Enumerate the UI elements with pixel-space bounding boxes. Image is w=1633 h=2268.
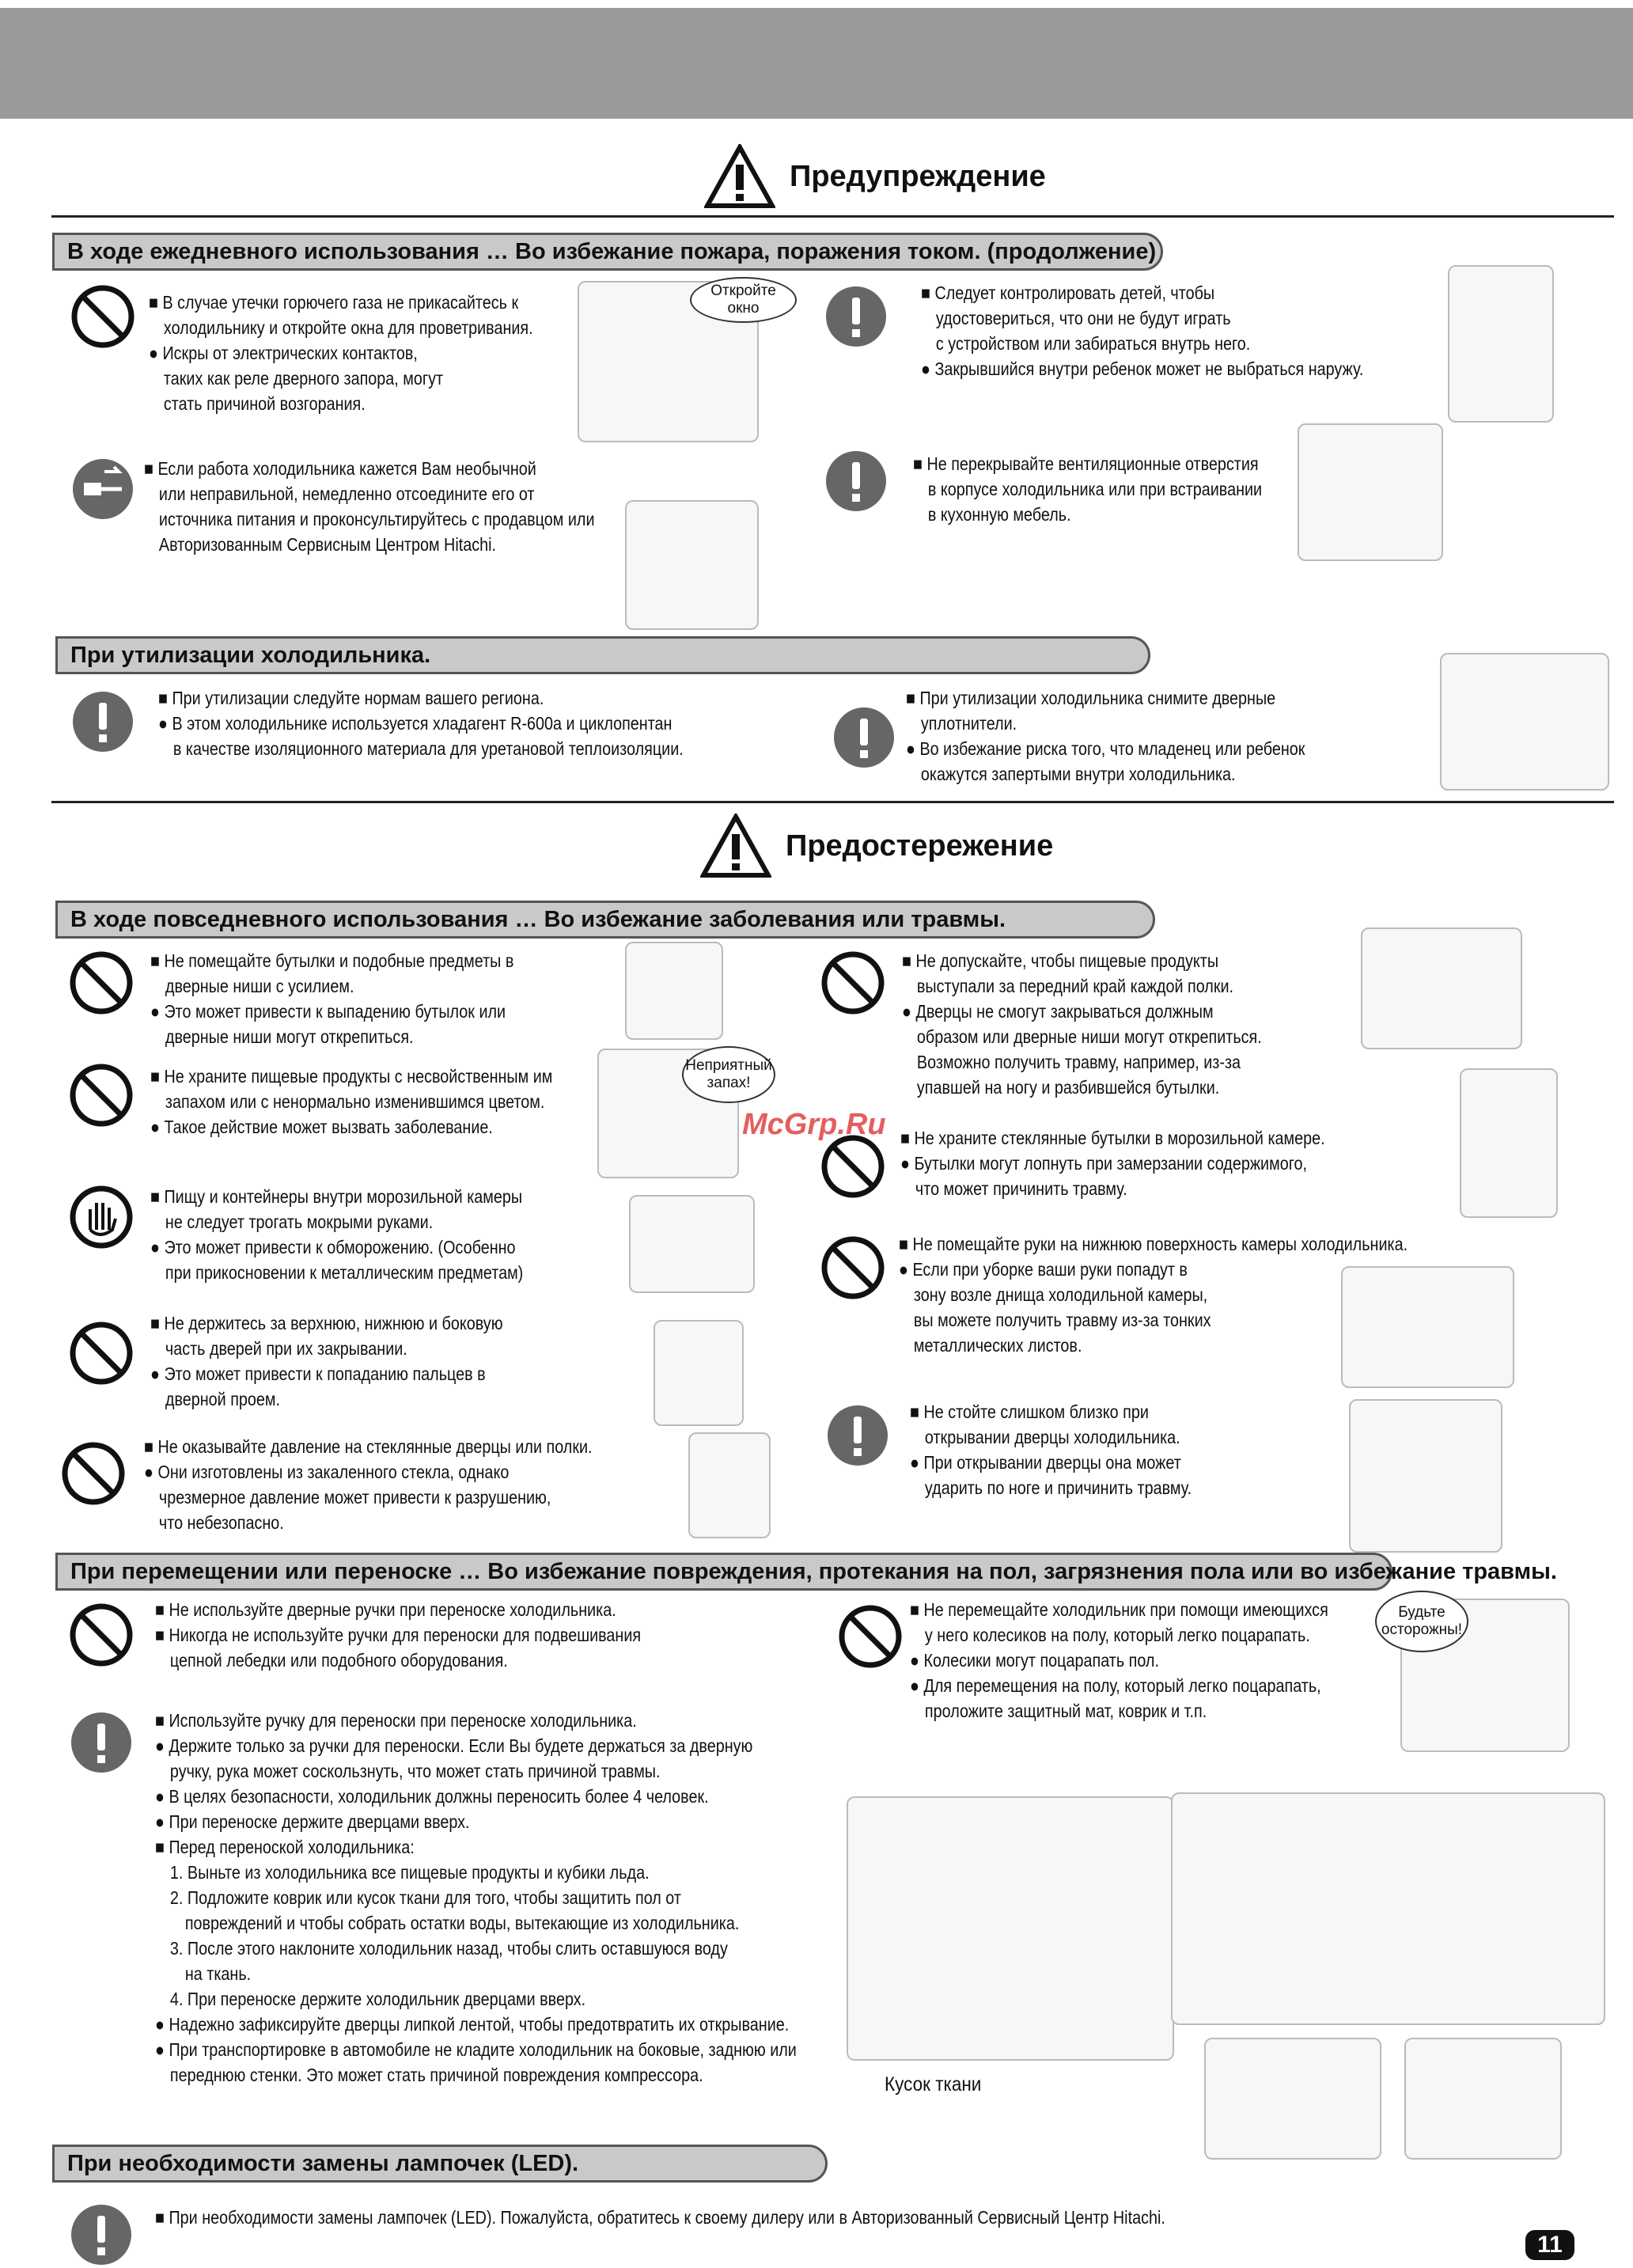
d2-text: ■ При утилизации холодильника снимите дверные уплотнители. ● Во избежание риска того, что младенец или ребенок окажутся запертыми внутри холодильника. (906, 688, 1305, 784)
warning-triangle-icon (700, 814, 771, 878)
tilted-fridge-illustration (847, 1796, 1174, 2061)
prohibition-icon (68, 1062, 135, 1128)
cloth-label: Кусок ткани (885, 2073, 982, 2095)
plug-illustration (625, 500, 759, 630)
m1-text: ■ Не используйте дверные ручки при переноске холодильника. ■ Никогда не используйте ручки для переноски для подвешивания цепной лебедки или подобного оборудования. (155, 1599, 642, 1671)
w1-text: ■ В случае утечки горючего газа не прикасайтесь к холодильнику и откройте окна для проветривания. ● Искры от электрических контактов, таких как реле дверного запора, могут стать причиной возгорания. (149, 292, 533, 414)
divider (51, 215, 1614, 218)
prohibition-icon (837, 1603, 904, 1670)
warning-title: Предупреждение (790, 159, 1046, 193)
open-window-bubble: Откройте окно (690, 277, 797, 323)
freezer-illustration (629, 1195, 755, 1293)
warning-heading (704, 144, 1046, 209)
section-daily-warning: В ходе ежедневного использования … Во избежание пожара, поражения током. (продолжение) (52, 233, 1163, 271)
caution-title: Предостережение (786, 829, 1054, 863)
c3-text: ■ Пищу и контейнеры внутри морозильной камеры не следует трогать мокрыми руками. ● Это может привести к обморожению. (Особенно при прикосновении к металлическим предметам) (150, 1186, 524, 1283)
d1-text: ■ При утилизации следуйте нормам вашего региона. ● В этом холодильнике используется хладагент R-600a и циклопентан в качестве изоляционного материала для уретановой теплоизоляции. (158, 688, 684, 759)
freezer-bottles-illustration (1460, 1068, 1558, 1218)
section-led: При необходимости замены лампочек (LED). (52, 2145, 828, 2183)
child-in-fridge-illustration (1448, 265, 1554, 423)
section-moving: При перемещении или переноске … Во избежание повреждения, протекания на пол, загрязнения пола или во избежание травмы. (55, 1553, 1392, 1591)
c2-text: ■ Не храните пищевые продукты с несвойственным им запахом или с ненормально изменившимся цветом. ● Такое действие может вызвать заболевание. (150, 1066, 553, 1137)
ventilation-illustration (1298, 423, 1443, 561)
mandatory-icon (831, 704, 897, 771)
c1-text: ■ Не помещайте бутылки и подобные предметы в дверные ниши с усилием. ● Это может привести к выпадению бутылок или дверные ниши могут открепиться. (150, 950, 514, 1047)
led-text: ■ При необходимости замены лампочек (LED). Пожалуйста, обратитесь к своему дилеру или в Авторизованный Сервисный Центр Hitachi. (155, 2207, 1165, 2228)
prohibition-icon (68, 950, 135, 1016)
mandatory-icon (823, 283, 889, 350)
c7-text: ■ Не храните стеклянные бутылки в морозильной камере. ● Бутылки могут лопнуть при замерзании содержимого, что может причинить травму. (900, 1128, 1325, 1199)
glass-shelf-illustration (688, 1432, 771, 1538)
unplug-icon (70, 456, 136, 522)
shelf-items-illustration (1361, 927, 1522, 1049)
c9-text: ■ Не стойте слишком близко при открывании дверцы холодильника. ● При открывании дверцы она может ударить по ноге и причинить травму. (910, 1401, 1192, 1498)
divider (51, 801, 1614, 803)
wet-hand-icon (68, 1184, 135, 1250)
prohibition-icon (820, 1235, 886, 1301)
c6-text: ■ Не допускайте, чтобы пищевые продукты выступали за передний край каждой полки. ● Дверцы не смогут закрываться должным образом или дверные ниши могут открепиться. Возможно получить травму, например, из-за упавшей на ногу и разбившейся бутылки. (902, 950, 1262, 1098)
m2-text: ■ Не перемещайте холодильник при помощи имеющихся у него колесиков на полу, который легко поцарапать. ● Колесики могут поцарапать пол. ● Для перемещения на полу, который легко поцарапать, проложите защитный мат, коврик и т.п. (910, 1599, 1328, 1721)
c5-text: ■ Не оказывайте давление на стеклянные дверцы или полки. ● Они изготовлены из закаленного стекла, однако чрезмерное давление может привести к разрушению, что небезопасно. (144, 1436, 593, 1533)
w3-text: ■ Следует контролировать детей, чтобы удостовериться, что они не будут играть с устройством или забираться внутрь него. ● Закрывшийся внутри ребенок может не выбраться наружу. (921, 283, 1364, 379)
m3-text: ■ Используйте ручку для переноски при переноске холодильника. ● Держите только за ручки для переноски. Если Вы будете держаться за дверную ручку, рука может соскользнуть, что может стать причиной травмы. ● В целях безопасности, холодильник должны переносить более 4 человек. ● При переноске держите дверцами вверх. ■ Перед переноской холодильника: 1. Выньте из холодильника все пищевые продукты и кубики льда. 2. Подложите коврик или кусок ткани для того, чтобы защитить пол от повреждений и чтобы собрать остатки воды, вытекающие из холодильника. 3. После этого наклоните холодильник назад, чтобы слить оставшуюся воду на ткань. 4. При переноске держите холодильник дверцами вверх. ● Надежно зафиксируйте дверцы липкой лентой, чтобы предотвратить их открывание. ● При транспортировке в автомобиле не кладите холодильник на боковые, заднюю или переднюю стенки. Это может стать причиной повреждения компрессора. (155, 1710, 797, 2085)
page-number: 11 (1525, 2230, 1574, 2260)
section-disposal: При утилизации холодильника. (55, 636, 1150, 674)
door-closing-illustration (654, 1320, 744, 1426)
c8-text: ■ Не помещайте руки на нижнюю поверхность камеры холодильника. ● Если при уборке ваши руки попадут в зону возле днища холодильной камеры, вы можете получить травму из-за тонких металлических листов. (899, 1234, 1408, 1356)
prohibition-icon (70, 283, 136, 350)
bottles-illustration (625, 942, 723, 1040)
mandatory-icon (823, 448, 889, 514)
prohibition-icon (820, 950, 886, 1016)
prohibition-icon (820, 1133, 886, 1200)
mandatory-icon (70, 688, 136, 755)
mandatory-icon (68, 2202, 135, 2268)
caution-heading (700, 814, 1053, 878)
bottom-cleaning-illustration (1341, 1266, 1514, 1388)
watermark: McGrp.Ru (742, 1108, 886, 1141)
tape-detail-illustration (1404, 2038, 1562, 2160)
disposal-illustration (1440, 653, 1609, 791)
w2-text: ■ Если работа холодильника кажется Вам необычной или неправильной, немедленно отсоедините его от источника питания и проконсультируйтесь с продавцом или Авторизованным Сервисным Центром Hitachi. (144, 458, 595, 555)
be-careful-bubble: Будьте осторожны! (1375, 1591, 1468, 1652)
section-daily-caution: В ходе повседневного использования … Во избежание заболевания или травмы. (55, 901, 1155, 939)
mandatory-icon (824, 1402, 891, 1469)
c4-text: ■ Не держитесь за верхнюю, нижнюю и боковую часть дверей при их закрывании. ● Это может привести к попаданию пальцев в дверной проем. (150, 1313, 503, 1409)
warning-triangle-icon (704, 144, 775, 209)
w4-text: ■ Не перекрывайте вентиляционные отверстия в корпусе холодильника или при встраивании в кухонную мебель. (913, 453, 1263, 525)
prohibition-icon (68, 1320, 135, 1386)
door-hitting-leg-illustration (1349, 1399, 1502, 1553)
prohibition-icon (60, 1440, 127, 1507)
bad-smell-bubble: Неприятный запах! (682, 1046, 775, 1103)
carrying-fridge-illustration (1171, 1792, 1605, 2025)
mandatory-icon (68, 1709, 135, 1776)
prohibition-icon (68, 1602, 135, 1668)
handle-detail-illustration (1204, 2038, 1381, 2160)
header-bar (0, 8, 1633, 119)
